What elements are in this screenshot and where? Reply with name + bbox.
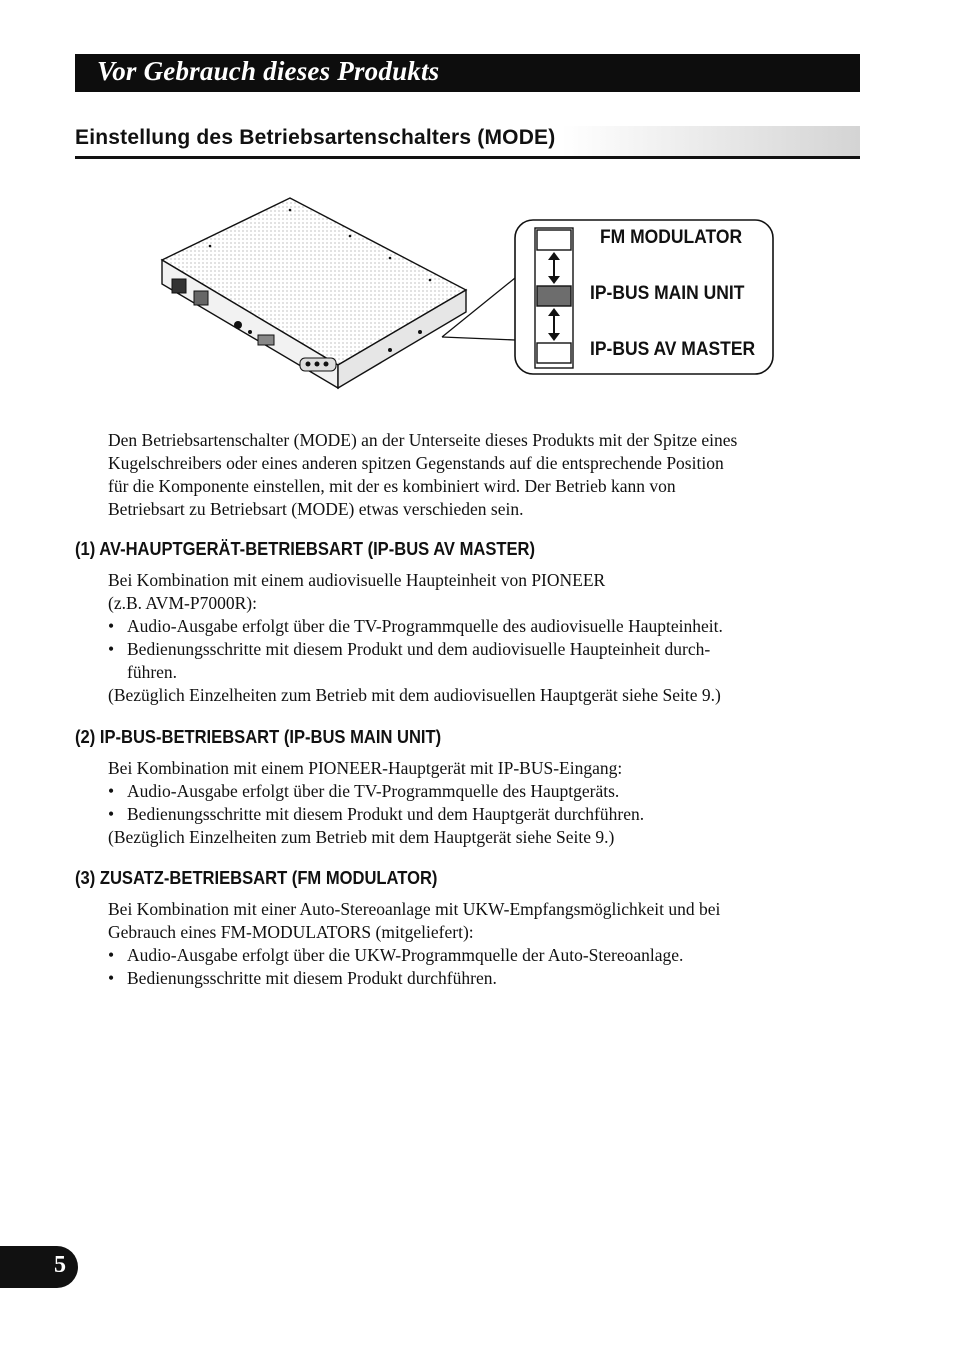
- chapter-title: Vor Gebrauch dieses Produkts: [97, 56, 440, 86]
- bullet-text: Bedienungsschritte mit diesem Produkt und dem Hauptgerät durchführen.: [127, 804, 645, 824]
- section-title: Einstellung des Betriebsartenschalters (MODE): [75, 126, 556, 149]
- section-heading: [75, 126, 860, 159]
- bullet-icon: •: [108, 968, 115, 988]
- lead-line: Bei Kombination mit einem PIONEER-Hauptgerät mit IP-BUS-Eingang:: [108, 758, 623, 778]
- bullet-text: Audio-Ausgabe erfolgt über die UKW-Programmquelle der Auto-Stereoanlage.: [127, 945, 684, 965]
- bullet-icon: •: [108, 781, 115, 801]
- intro-line: für die Komponente einstellen, mit der es kombiniert wird. Der Betrieb kann von: [108, 476, 676, 496]
- subsection-heading: (2) IP-BUS-BETRIEBSART (IP-BUS MAIN UNIT): [75, 727, 442, 747]
- switch-position-fm: [537, 230, 571, 250]
- switch-position-av-master: [537, 343, 571, 363]
- intro-line: Betriebsart zu Betriebsart (MODE) etwas verschieden sein.: [108, 499, 524, 519]
- bullet-text: Audio-Ausgabe erfolgt über die TV-Programmquelle des Hauptgeräts.: [127, 781, 620, 801]
- bullet-text: Audio-Ausgabe erfolgt über die TV-Programmquelle des audiovisuelle Haupteinheit.: [127, 616, 723, 636]
- bullet-icon: •: [108, 639, 115, 659]
- bullet-text: führen.: [127, 662, 178, 682]
- lead-line: Bei Kombination mit einer Auto-Stereoanlage mit UKW-Empfangsmöglichkeit und bei: [108, 899, 721, 919]
- reference-note: (Bezüglich Einzelheiten zum Betrieb mit dem audiovisuellen Hauptgerät siehe Seite 9.): [108, 685, 721, 705]
- lead-line: Bei Kombination mit einem audiovisuelle Haupteinheit von PIONEER: [108, 570, 606, 590]
- bullet-text: Bedienungsschritte mit diesem Produkt und dem audiovisuelle Haupteinheit durch-: [127, 639, 711, 659]
- mode-label-ip-bus-main-unit: IP-BUS MAIN UNIT: [590, 283, 745, 304]
- reference-note: (Bezüglich Einzelheiten zum Betrieb mit dem Hauptgerät siehe Seite 9.): [108, 827, 615, 847]
- mode-label-fm-modulator: FM MODULATOR: [600, 227, 743, 248]
- lead-line: (z.B. AVM-P7000R):: [108, 593, 257, 613]
- mode-label-ip-bus-av-master: IP-BUS AV MASTER: [590, 339, 756, 360]
- device-illustration: [162, 198, 466, 388]
- switch-position-main-unit: [537, 286, 571, 306]
- intro-line: Den Betriebsartenschalter (MODE) an der Unterseite dieses Produkts mit der Spitze eines: [108, 430, 738, 450]
- intro-line: Kugelschreibers oder eines anderen spitzen Gegenstands auf die entsprechende Position: [108, 453, 724, 473]
- bullet-icon: •: [108, 804, 115, 824]
- subsection-heading: (1) AV-HAUPTGERÄT-BETRIEBSART (IP-BUS AV MASTER): [75, 539, 536, 559]
- chapter-banner: [75, 54, 860, 92]
- bullet-icon: •: [108, 945, 115, 965]
- page-number-tab: [0, 1246, 78, 1288]
- page-number: 5: [54, 1252, 66, 1278]
- bullet-icon: •: [108, 616, 115, 636]
- subsection-heading: (3) ZUSATZ-BETRIEBSART (FM MODULATOR): [75, 868, 438, 888]
- bullet-text: Bedienungsschritte mit diesem Produkt durchführen.: [127, 968, 497, 988]
- lead-line: Gebrauch eines FM-MODULATORS (mitgeliefert):: [108, 922, 474, 942]
